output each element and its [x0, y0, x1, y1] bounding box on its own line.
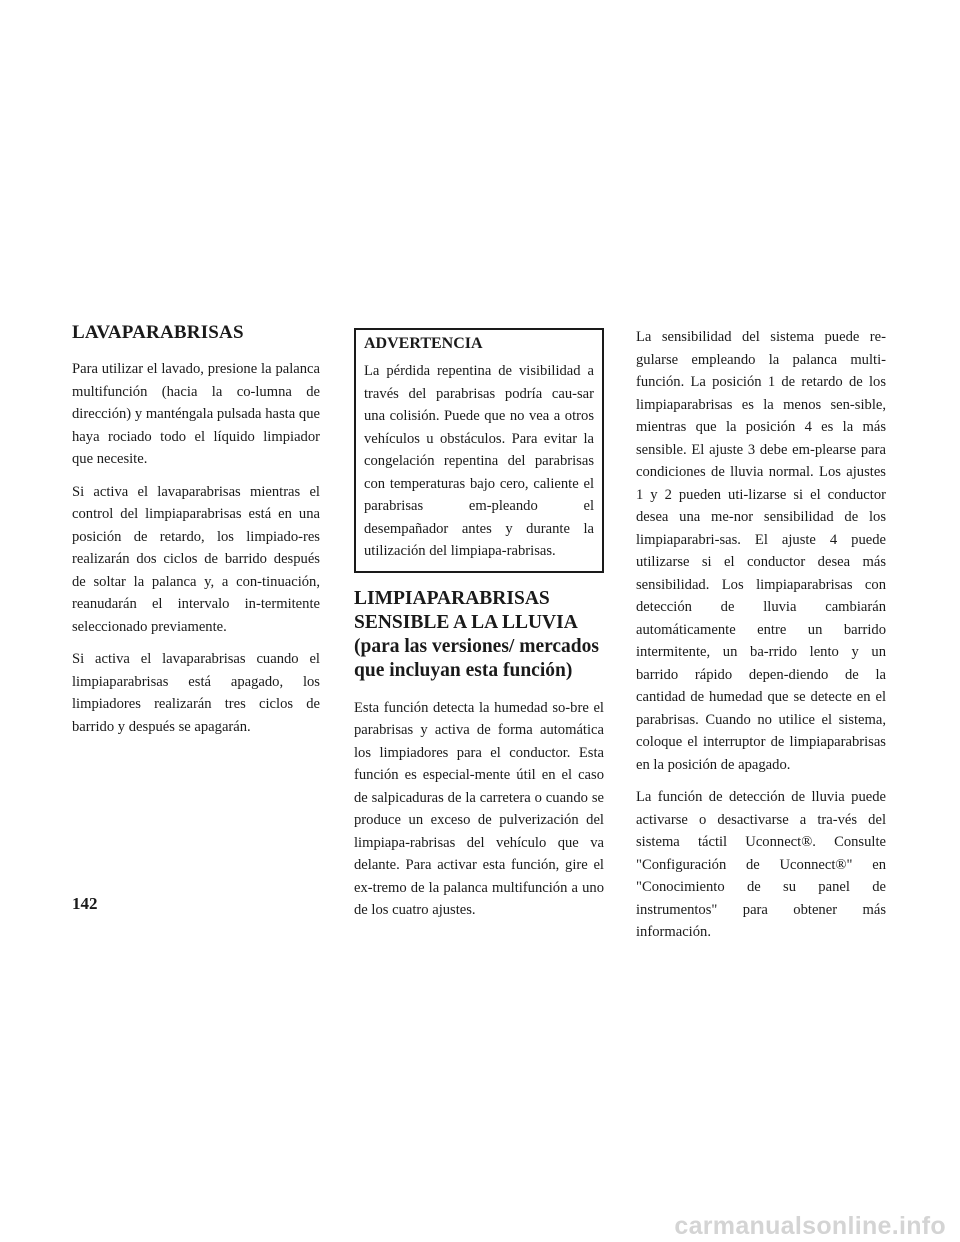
washer-title: LAVAPARABRISAS — [72, 322, 244, 343]
warning-text: La pérdida repentina de visibilidad a través del parabrisas podría cau-sar una colisión. Puede que no vea a otros vehículos u obstáculos. Para evitar la congelación repentina del parabrisas con temperaturas bajo cero, caliente el parabrisas em-pleando el desempañador antes y durante la utilización del limpiapa-rabrisas. — [364, 363, 594, 559]
washer-paragraph-1: Para utilizar el lavado, presione la palanca multifunción (hacia la co-lumna de dirección) y manténgala pulsada hasta que haya rociado todo el líquido limpiador que necesite. — [72, 361, 320, 467]
column-left — [72, 322, 320, 748]
rain-sensing-title: LIMPIAPARABRISAS SENSIBLE A LA LLUVIA (para las versiones/ mercados que incluyan esta función) — [354, 587, 599, 681]
warning-title: ADVERTENCIA — [364, 335, 483, 352]
rain-sensing-paragraph-2: La sensibilidad del sistema puede re-gularse empleando la palanca multi-función. La posición 1 de retardo de los limpiaparabrisas es la menos sen-sible, mientras que la posición 4 es la más sensible. El ajuste 3 debe em-plearse para condiciones de lluvia normal. Los ajustes 1 y 2 pueden uti-lizarse si el conductor desea una me-nor sensibilidad de los limpiaparabri-sas. El ajuste 4 puede utilizarse si el conductor desea más sensibilidad. Los limpiaparabrisas con detección de lluvia cambiarán automáticamente entre un barrido intermitente, un ba-rrido lento y un barrido rápido depen-diendo de la cantidad de humedad que se detecte en el parabrisas. Cuando no utilice el sistema, coloque el interruptor de limpiaparabrisas en la posición de apagado. — [636, 329, 886, 773]
rain-sensing-paragraph-3: La función de detección de lluvia puede activarse o desactivarse a tra-vés del sistema táctil Uconnect®. Consulte "Configuración de Uconnect®" en "Conocimiento de su panel de instrumentos" para obtener más información. — [636, 789, 886, 940]
watermark: carmanualsonline.info — [674, 1212, 946, 1240]
page-number: 142 — [72, 894, 98, 913]
rain-sensing-paragraph-1: Esta función detecta la humedad so-bre el parabrisas y activa de forma automática los limpiadores para el conductor. Esta función es especial-mente útil en el caso de salpicaduras de la carretera o cuando se produce un exceso de pulverización del limpiapa-rabrisas del vehículo que va delante. Para activar esta función, gire el ex-tremo de la palanca multifunción a uno de los cuatro ajustes. — [354, 699, 604, 918]
washer-paragraph-3: Si activa el lavaparabrisas cuando el limpiaparabrisas está apagado, los limpiadores realizarán tres ciclos de barrido y después se apagarán. — [72, 651, 320, 735]
warning-box — [354, 328, 604, 573]
washer-paragraph-2: Si activa el lavaparabrisas mientras el control del limpiaparabrisas está en una posición de retardo, los limpiado-res realizarán dos ciclos de barrido después de soltar la palanca y, a con-tinuación, reanudarán el intervalo in-termitente seleccionado previamente. — [72, 483, 320, 635]
column-middle — [354, 322, 604, 932]
column-right — [636, 326, 886, 954]
